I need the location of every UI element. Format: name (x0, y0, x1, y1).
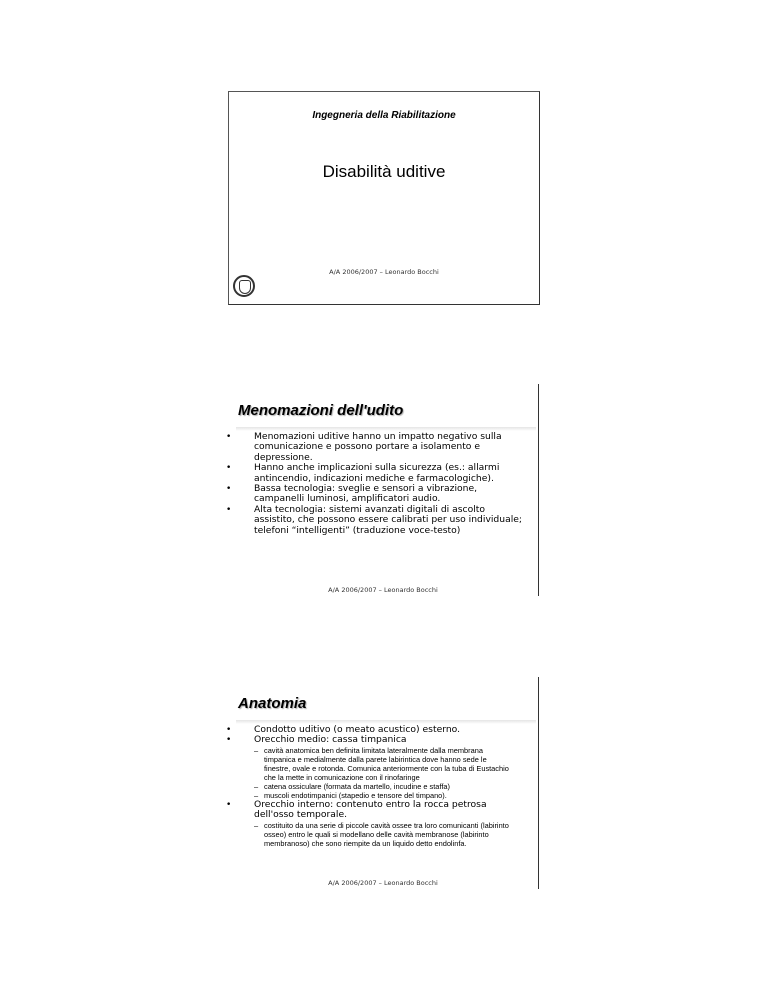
sub-list-item: – muscoli endotimpanici (stapedio e tensore del timpano). (254, 791, 514, 800)
list-item: • Bassa tecnologia: sveglie e sensori a vibrazione, campanelli luminosi, amplificatori audio. (228, 484, 528, 505)
sub-list-item: – catena ossiculare (formata da martello, incudine e staffa) (254, 782, 514, 791)
slide-title: Menomazioni dell'udito (238, 402, 404, 419)
slide-main-title: Disabilità uditive (322, 162, 446, 181)
sub-list (254, 746, 528, 800)
university-seal-icon (233, 275, 255, 297)
list-item: • Hanno anche implicazioni sulla sicurezza (es.: allarmi antincendio, indicazioni mediche e farmacologiche). (228, 463, 528, 484)
sub-list-item: – cavità anatomica ben definita limitata lateralmente dalla membrana timpanica e medialmente dalla parete labirintica dove hanno sede le finestre, ovale e rotonda. Comunica anteriormente con la tuba di Eustachio che la mette in comunicazione con il rinofaringe (254, 746, 514, 782)
list-item: • Menomazioni uditive hanno un impatto negativo sulla comunicazione e possono portare a isolamento e depressione. (228, 432, 528, 463)
bullet-text: Orecchio medio: cassa timpanica (254, 734, 407, 746)
bullet-list (228, 725, 528, 848)
course-heading: Ingegneria della Riabilitazione (312, 110, 456, 121)
slide-anatomia (228, 677, 539, 889)
list-item: • Alta tecnologia: sistemi avanzati digitali di ascolto assistito, che possono essere calibrati per uso individuale; telefoni “intelligenti” (traduzione voce-testo) (228, 505, 528, 536)
slide-menomazioni (228, 384, 539, 596)
bullet-text: Orecchio interno: contenuto entro la rocca petrosa dell'osso temporale. (254, 798, 487, 821)
slide-title: Anatomia (238, 695, 307, 712)
list-item (228, 735, 528, 799)
list-item (228, 800, 528, 848)
slide-footer: A/A 2006/2007 – Leonardo Bocchi (329, 268, 439, 276)
slide-footer: A/A 2006/2007 – Leonardo Bocchi (328, 879, 438, 887)
sub-list (254, 821, 528, 848)
sub-list-item: – costituito da una serie di piccole cavità ossee tra loro comunicanti (labirinto osseo) entro le quali si modellano delle cavità membranose (labirinto membranoso) che sono riempite da un liquido detto endolinfa. (254, 821, 514, 848)
bullet-text: Condotto uditivo (o meato acustico) esterno. (254, 724, 461, 735)
slide-footer: A/A 2006/2007 – Leonardo Bocchi (328, 586, 438, 594)
bullet-list (228, 432, 528, 536)
slide-title-page (228, 91, 540, 305)
